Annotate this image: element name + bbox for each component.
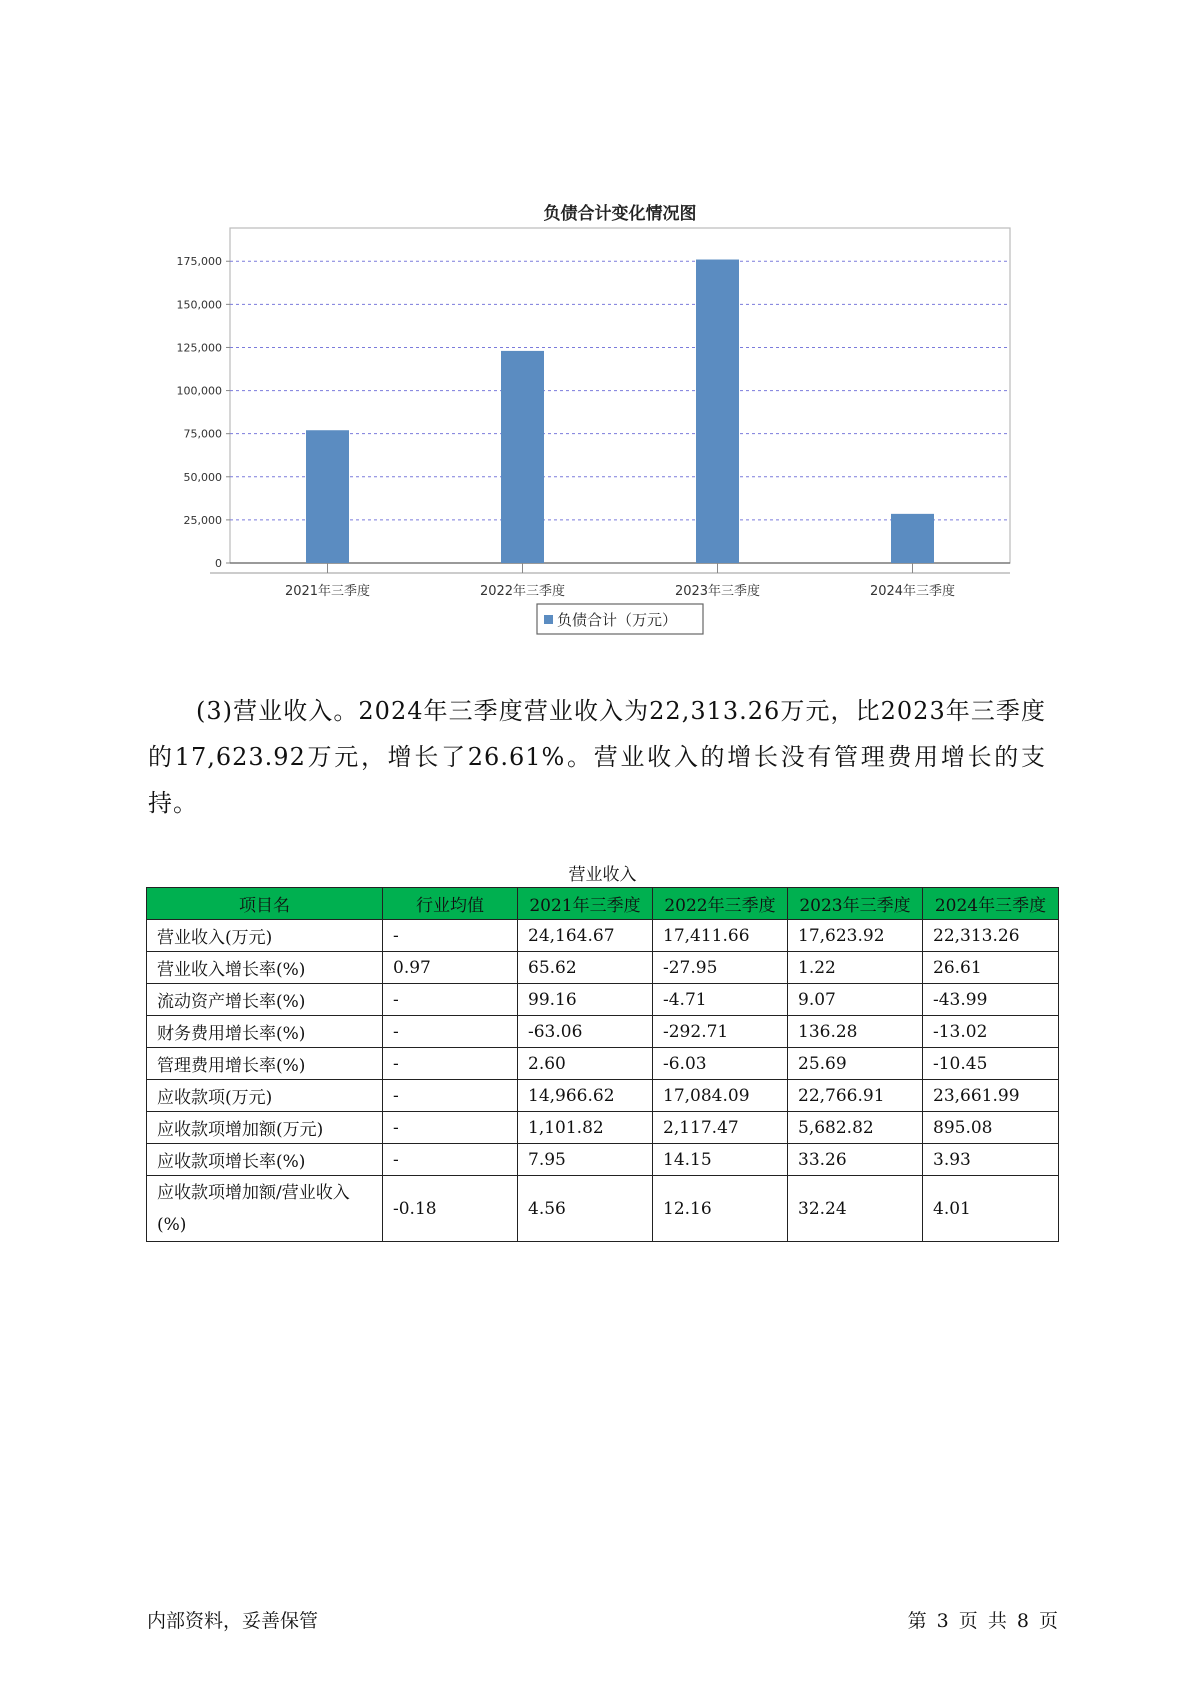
table-cell: 应收款项增加额/营业收入(%) <box>147 1176 383 1242</box>
table-row <box>147 920 1059 952</box>
y-tick-label: 50,000 <box>183 470 222 484</box>
bar <box>501 351 544 563</box>
table-cell: 应收款项增加额(万元) <box>147 1112 383 1144</box>
table-cell: 2,117.47 <box>653 1112 788 1144</box>
table-cell: - <box>383 1112 518 1144</box>
y-tick-label: 175,000 <box>176 255 222 269</box>
table-row <box>147 1016 1059 1048</box>
table-cell: 14,966.62 <box>518 1080 653 1112</box>
y-tick-label: 100,000 <box>176 384 222 398</box>
table-cell: -27.95 <box>653 952 788 984</box>
liabilities-chart <box>150 198 1040 658</box>
table-cell: 32.24 <box>788 1176 923 1242</box>
table-cell: 4.01 <box>923 1176 1059 1242</box>
header-2022q3: 2022年三季度 <box>653 888 788 920</box>
table-row <box>147 1048 1059 1080</box>
table-cell: 2.60 <box>518 1048 653 1080</box>
table-cell: 22,766.91 <box>788 1080 923 1112</box>
x-tick-label: 2024年三季度 <box>869 584 956 599</box>
table-cell: 33.26 <box>788 1144 923 1176</box>
table-caption: 营业收入 <box>568 865 637 885</box>
bar <box>891 514 934 563</box>
table-cell: 应收款项(万元) <box>147 1080 383 1112</box>
table-cell: 24,164.67 <box>518 920 653 952</box>
table-cell: 9.07 <box>788 984 923 1016</box>
table-row <box>147 1176 1059 1242</box>
y-tick-label: 150,000 <box>176 298 222 312</box>
table-cell: 管理费用增长率(%) <box>147 1048 383 1080</box>
bar <box>696 260 739 563</box>
table-cell: -10.45 <box>923 1048 1059 1080</box>
table-cell: - <box>383 1016 518 1048</box>
table-cell: 流动资产增长率(%) <box>147 984 383 1016</box>
table-cell: 22,313.26 <box>923 920 1059 952</box>
x-tick-label: 2023年三季度 <box>674 584 761 599</box>
table-cell: -43.99 <box>923 984 1059 1016</box>
table-cell: -6.03 <box>653 1048 788 1080</box>
table-cell: 14.15 <box>653 1144 788 1176</box>
table-cell: 65.62 <box>518 952 653 984</box>
y-tick-label: 75,000 <box>183 427 222 441</box>
header-2021q3: 2021年三季度 <box>518 888 653 920</box>
bar <box>306 430 349 563</box>
x-tick-label: 2021年三季度 <box>284 584 371 599</box>
footer-confidential-note: 内部资料，妥善保管 <box>147 1610 319 1632</box>
revenue-paragraph: (3)营业收入。2024年三季度营业收入为22,313.26万元，比2023年三季度的17,623.92万元，增长了26.61%。营业收入的增长没有管理费用增长的支持。 <box>148 697 1046 817</box>
table-row <box>147 1112 1059 1144</box>
table-cell: -4.71 <box>653 984 788 1016</box>
table-cell: - <box>383 920 518 952</box>
table-cell: 7.95 <box>518 1144 653 1176</box>
header-item-name: 项目名 <box>147 888 383 920</box>
table-cell: 17,084.09 <box>653 1080 788 1112</box>
y-tick-label: 0 <box>215 557 222 570</box>
table-cell: 25.69 <box>788 1048 923 1080</box>
table-cell: - <box>383 1048 518 1080</box>
table-cell: 5,682.82 <box>788 1112 923 1144</box>
legend-label: 负债合计（万元） <box>557 611 678 629</box>
footer-page-number: 第 3 页 共 8 页 <box>907 1610 1058 1632</box>
table-row <box>147 984 1059 1016</box>
table-cell: 4.56 <box>518 1176 653 1242</box>
header-industry-avg: 行业均值 <box>383 888 518 920</box>
table-row <box>147 1144 1059 1176</box>
table-cell: 12.16 <box>653 1176 788 1242</box>
x-tick-label: 2022年三季度 <box>479 584 566 599</box>
table-cell: - <box>383 984 518 1016</box>
table-cell: 1,101.82 <box>518 1112 653 1144</box>
table-cell: 17,411.66 <box>653 920 788 952</box>
table-cell: 3.93 <box>923 1144 1059 1176</box>
table-cell: -13.02 <box>923 1016 1059 1048</box>
table-row <box>147 1080 1059 1112</box>
table-cell: 营业收入(万元) <box>147 920 383 952</box>
table-cell: 0.97 <box>383 952 518 984</box>
chart-title: 负债合计变化情况图 <box>543 204 697 224</box>
table-cell: 财务费用增长率(%) <box>147 1016 383 1048</box>
chart-svg <box>150 198 1040 658</box>
table-cell: 营业收入增长率(%) <box>147 952 383 984</box>
table-cell: - <box>383 1144 518 1176</box>
table-row <box>147 952 1059 984</box>
legend-swatch <box>544 615 553 624</box>
table-cell: 17,623.92 <box>788 920 923 952</box>
header-2023q3: 2023年三季度 <box>788 888 923 920</box>
table-header-row <box>147 888 1059 920</box>
revenue-table <box>146 887 1059 1242</box>
table-cell: 23,661.99 <box>923 1080 1059 1112</box>
table-cell: 应收款项增长率(%) <box>147 1144 383 1176</box>
table-cell: -292.71 <box>653 1016 788 1048</box>
table-cell: 26.61 <box>923 952 1059 984</box>
y-tick-label: 125,000 <box>176 341 222 355</box>
table-cell: 99.16 <box>518 984 653 1016</box>
table-cell: 136.28 <box>788 1016 923 1048</box>
table-cell: -0.18 <box>383 1176 518 1242</box>
table-cell: - <box>383 1080 518 1112</box>
header-2024q3: 2024年三季度 <box>923 888 1059 920</box>
table-cell: -63.06 <box>518 1016 653 1048</box>
y-tick-label: 25,000 <box>183 513 222 527</box>
table-cell: 895.08 <box>923 1112 1059 1144</box>
table-cell: 1.22 <box>788 952 923 984</box>
